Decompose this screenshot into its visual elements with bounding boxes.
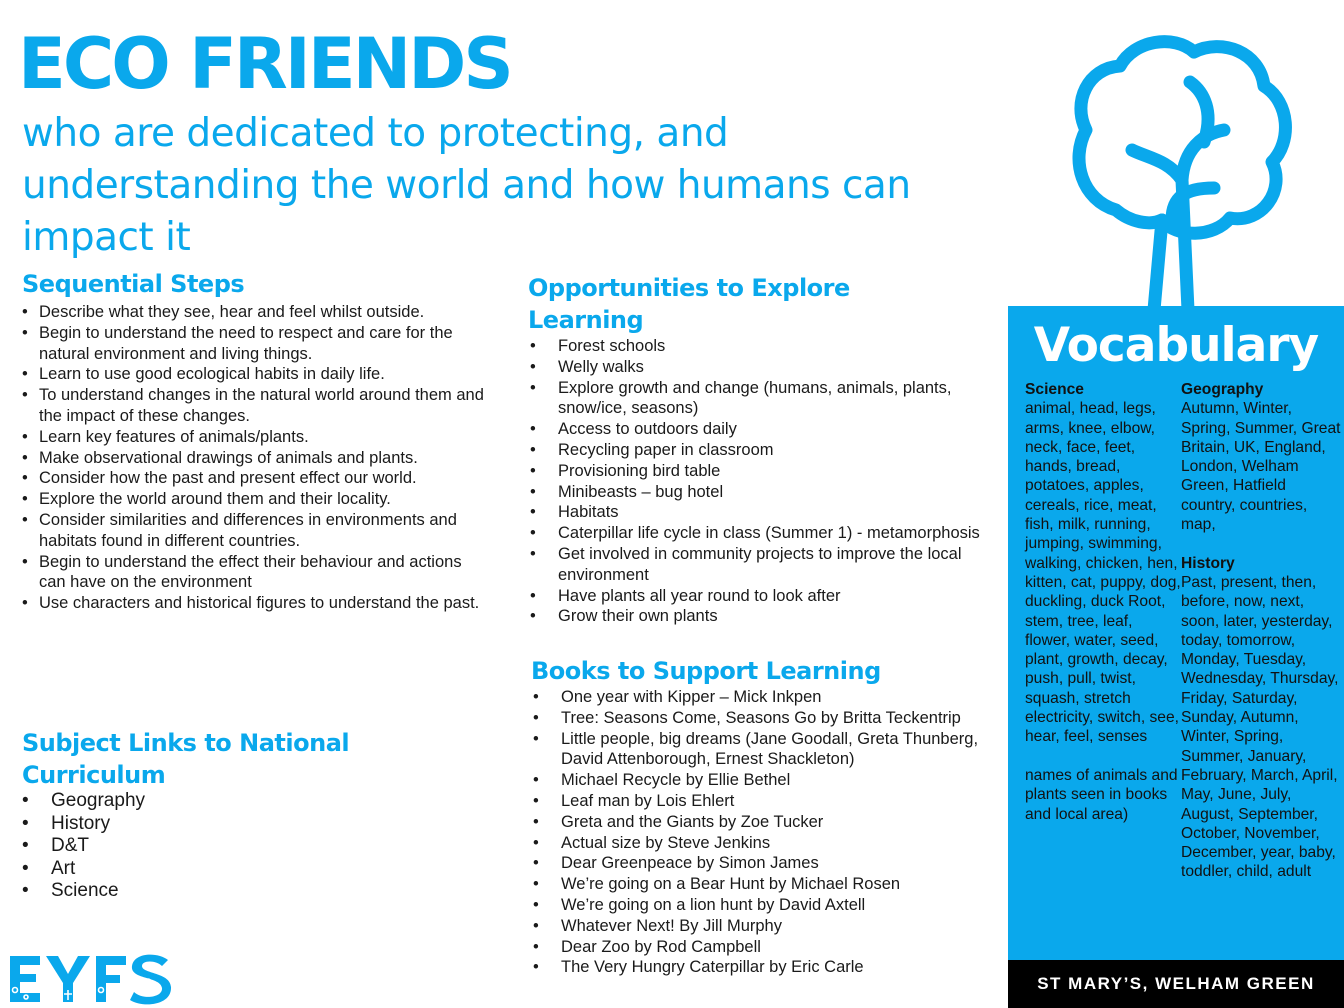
books-list xyxy=(533,687,1003,978)
list-item: • Grow their own plants xyxy=(530,606,980,627)
list-item: • Consider similarities and differences in environments and habitats found in different countries. xyxy=(22,510,492,552)
list-item: • Consider how the past and present effect our world. xyxy=(22,468,492,489)
list-item: • Begin to understand the need to respect and care for the natural environment and living things. xyxy=(22,323,492,365)
list-item: • Dear Greenpeace by Simon James xyxy=(533,853,1003,874)
vocabulary-science-column xyxy=(1025,380,1181,824)
page-title: ECO FRIENDS xyxy=(18,23,511,105)
list-item: • We’re going on a lion hunt by David Axtell xyxy=(533,895,1003,916)
list-item: • Forest schools xyxy=(530,336,980,357)
list-item: • D&T xyxy=(22,835,322,858)
list-item: • Learn to use good ecological habits in daily life. xyxy=(22,364,492,385)
science-words-extra: names of animals and plants seen in books and local area) xyxy=(1025,766,1178,823)
list-item: • Welly walks xyxy=(530,357,980,378)
history-heading: History xyxy=(1181,554,1235,572)
list-item: • Minibeasts – bug hotel xyxy=(530,482,980,503)
list-item: • Actual size by Steve Jenkins xyxy=(533,833,1003,854)
science-words: animal, head, legs, arms, knee, elbow, neck, face, feet, hands, bread, potatoes, apples, cereals, rice, meat, fish, milk, running, jumping, swimming, walking, chicken, hen, kitten, cat, puppy, dog, duckling, duck Root, stem, tree, leaf, flower, water, seed, plant, growth, decay, push, pull, twist, squash, stretch electricity, switch, see, hear, feel, senses xyxy=(1025,400,1181,746)
list-item: • Tree: Seasons Come, Seasons Go by Britta Teckentrip xyxy=(533,708,1003,729)
tree-icon xyxy=(1064,30,1294,312)
sequential-steps-heading: Sequential Steps xyxy=(22,270,245,298)
list-item: • Get involved in community projects to improve the local environment xyxy=(530,544,980,586)
history-words: Past, present, then, before, now, next, soon, later, yesterday, today, tomorrow, Monday, Tuesday, Wednesday, Thursday, Friday, Saturday, Sunday, Autumn, Winter, Spring, Summer, January, February, March, April, May, June, July, August, September, October, November, December, year, baby, toddler, child, adult xyxy=(1181,573,1339,881)
school-footer xyxy=(1008,960,1344,1008)
list-item: • Whatever Next! By Jill Murphy xyxy=(533,916,1003,937)
science-heading: Science xyxy=(1025,381,1084,398)
list-item: • Access to outdoors daily xyxy=(530,419,980,440)
list-item: • Begin to understand the effect their behaviour and actions can have on the environment xyxy=(22,552,492,594)
list-item: • Describe what they see, hear and feel whilst outside. xyxy=(22,302,492,323)
list-item: • Art xyxy=(22,858,322,881)
page-subtitle: who are dedicated to protecting, and understanding the world and how humans can impact it xyxy=(22,111,911,260)
subject-links-heading: Subject Links to National Curriculum xyxy=(22,729,350,789)
list-item: • Dear Zoo by Rod Campbell xyxy=(533,937,1003,958)
subject-links-list xyxy=(22,790,322,903)
vocabulary-geography-history-column xyxy=(1181,380,1341,882)
eyfs-logo xyxy=(8,950,173,1006)
list-item: • Caterpillar life cycle in class (Summer 1) - metamorphosis xyxy=(530,523,980,544)
list-item: • Recycling paper in classroom xyxy=(530,440,980,461)
list-item: • Explore growth and change (humans, animals, plants, snow/ice, seasons) xyxy=(530,378,980,420)
list-item: • We’re going on a Bear Hunt by Michael Rosen xyxy=(533,874,1003,895)
vocabulary-title: Vocabulary xyxy=(1033,318,1319,373)
list-item: • Provisioning bird table xyxy=(530,461,980,482)
list-item: • History xyxy=(22,813,322,836)
list-item: • Make observational drawings of animals and plants. xyxy=(22,448,492,469)
vocabulary-panel xyxy=(1008,306,1344,960)
list-item: • One year with Kipper – Mick Inkpen xyxy=(533,687,1003,708)
list-item: • Have plants all year round to look after xyxy=(530,586,980,607)
sequential-steps-list xyxy=(22,302,492,614)
list-item: • Science xyxy=(22,880,322,903)
list-item: • Geography xyxy=(22,790,322,813)
geography-heading: Geography xyxy=(1181,381,1264,398)
list-item: • To understand changes in the natural world around them and the impact of these changes. xyxy=(22,385,492,427)
list-item: • Learn key features of animals/plants. xyxy=(22,427,492,448)
opportunities-list xyxy=(530,336,980,627)
list-item: • Use characters and historical figures to understand the past. xyxy=(22,593,492,614)
geography-words: Autumn, Winter, Spring, Summer, Great Britain, UK, England, London, Welham Green, Hatfield country, countries, map, xyxy=(1181,400,1341,534)
list-item: • Explore the world around them and their locality. xyxy=(22,489,492,510)
list-item: • Little people, big dreams (Jane Goodall, Greta Thunberg, David Attenborough, Ernest Shackleton) xyxy=(533,729,1003,771)
books-heading: Books to Support Learning xyxy=(531,657,881,685)
list-item: • Greta and the Giants by Zoe Tucker xyxy=(533,812,1003,833)
school-name: ST MARY’S, WELHAM GREEN xyxy=(1037,974,1315,993)
list-item: • Leaf man by Lois Ehlert xyxy=(533,791,1003,812)
list-item: • The Very Hungry Caterpillar by Eric Carle xyxy=(533,957,1003,978)
list-item: • Habitats xyxy=(530,502,980,523)
list-item: • Michael Recycle by Ellie Bethel xyxy=(533,770,1003,791)
opportunities-heading: Opportunities to Explore Learning xyxy=(528,274,850,334)
